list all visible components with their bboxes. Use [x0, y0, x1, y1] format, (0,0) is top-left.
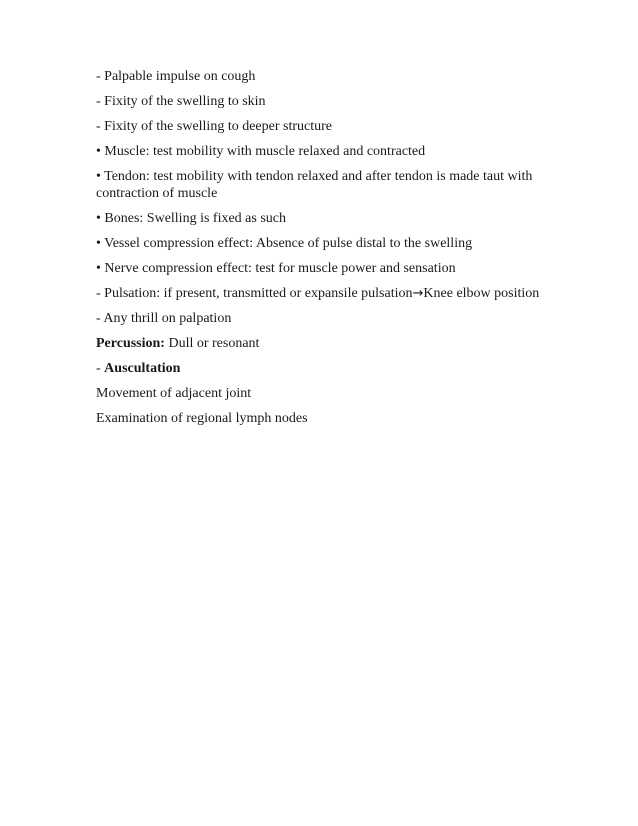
- text-line-auscultation: [96, 360, 546, 377]
- text-line-percussion: [96, 335, 546, 352]
- text-line-fixity-skin: - Fixity of the swelling to skin: [96, 94, 266, 109]
- pulsation-position-text: Knee elbow position: [423, 286, 540, 301]
- percussion-text: Dull or resonant: [164, 336, 260, 351]
- text-line-muscle: • Muscle: test mobility with muscle relaxed and contracted: [96, 144, 426, 159]
- pulsation-text: - Pulsation: if present, transmitted or expansile pulsation: [96, 286, 413, 301]
- text-line-movement: Movement of adjacent joint: [96, 386, 252, 401]
- auscultation-label: Auscultation: [104, 361, 181, 376]
- text-line-fixity-deeper: - Fixity of the swelling to deeper structure: [96, 119, 332, 134]
- text-line-lymph-nodes: Examination of regional lymph nodes: [96, 411, 308, 426]
- text-line-pulsation: [96, 285, 546, 302]
- text-line-tendon: • Tendon: test mobility with tendon relaxed and after tendon is made taut with contraction of muscle: [96, 169, 533, 201]
- document-body: [96, 68, 546, 435]
- text-line-palpable-impulse: - Palpable impulse on cough: [96, 69, 256, 84]
- auscultation-prefix: -: [96, 361, 105, 376]
- text-line-nerve-compression: • Nerve compression effect: test for muscle power and sensation: [96, 261, 456, 276]
- percussion-label: Percussion:: [96, 336, 165, 351]
- text-line-bones: • Bones: Swelling is fixed as such: [96, 211, 286, 226]
- text-line-thrill: - Any thrill on palpation: [96, 311, 232, 326]
- right-arrow-icon: →: [412, 286, 424, 301]
- text-line-vessel-compression: • Vessel compression effect: Absence of pulse distal to the swelling: [96, 236, 473, 251]
